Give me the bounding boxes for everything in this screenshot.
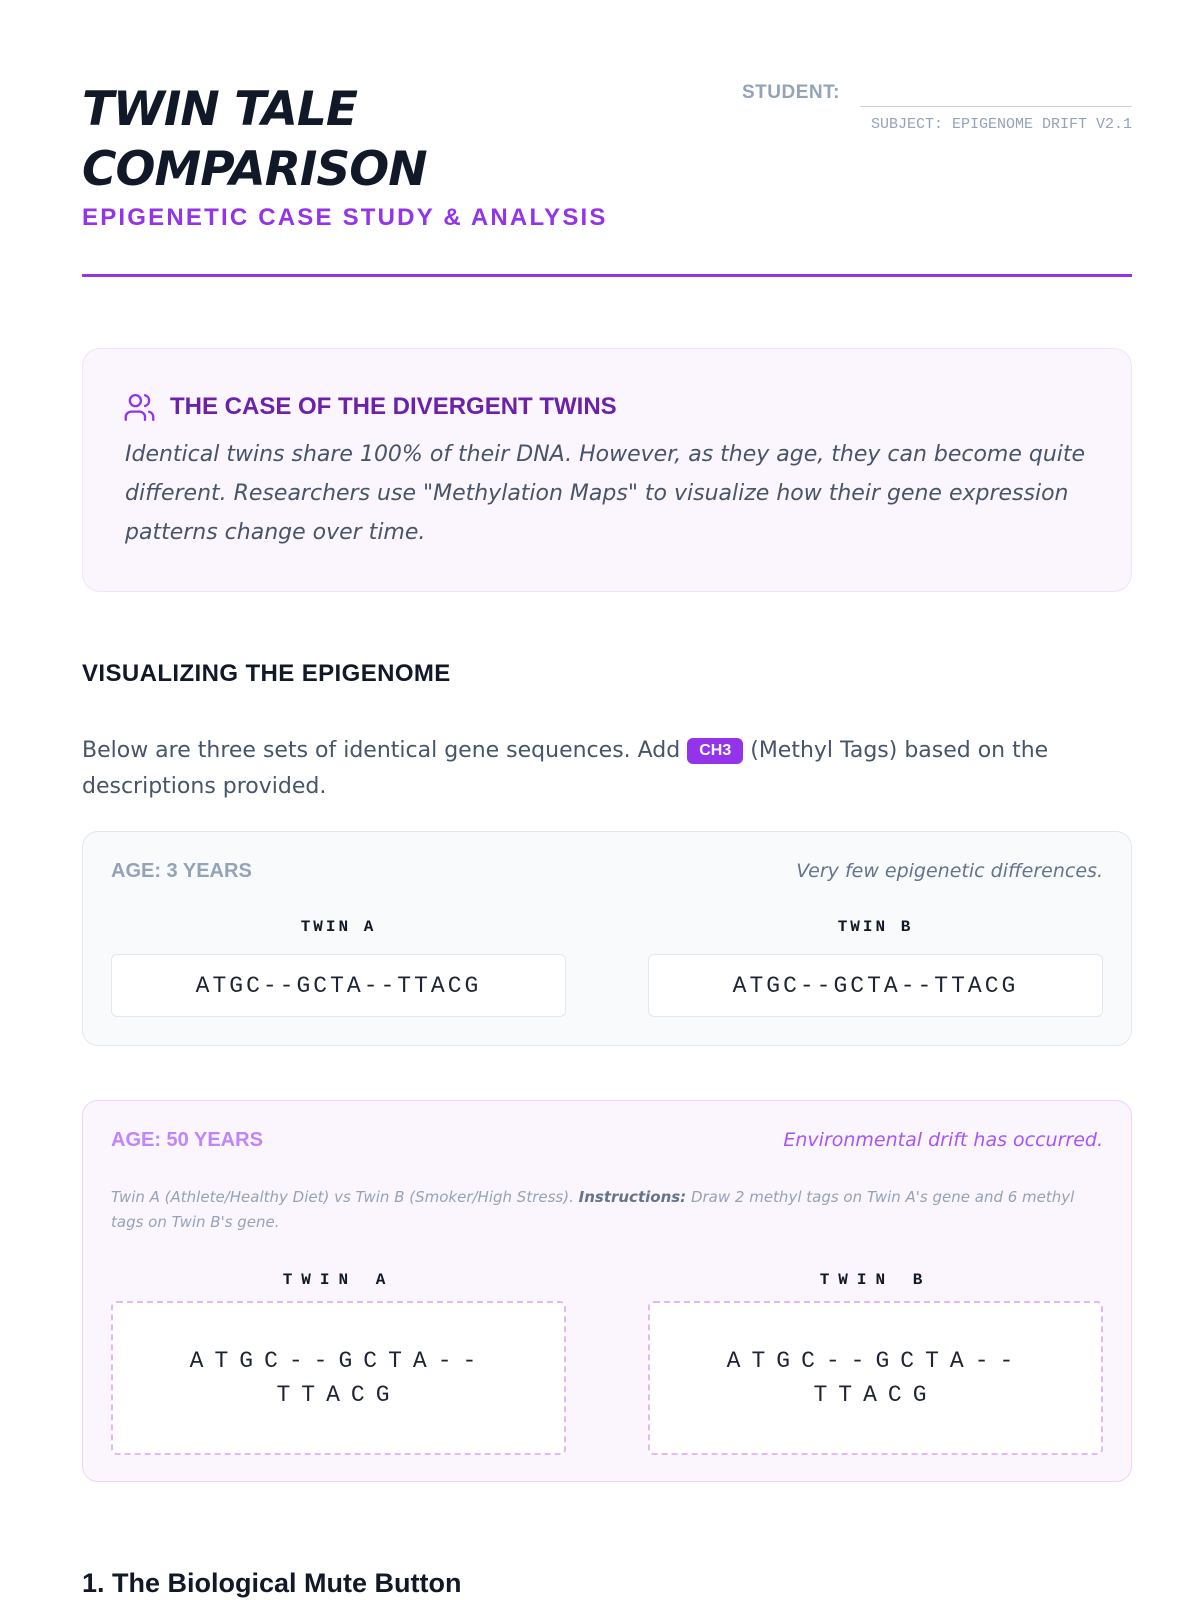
student-block — [742, 82, 1132, 142]
page-header — [82, 0, 1132, 280]
instructions-context: Twin A (Athlete/Healthy Diet) vs Twin B (Smoker/High Stress). — [111, 1188, 579, 1206]
age-note: Very few epigenetic differences. — [796, 860, 1103, 882]
page-title — [82, 80, 682, 200]
instructions-after: (Methyl Tags) based on the descriptions provided. — [82, 738, 1049, 799]
instructions-label: Instructions: — [578, 1188, 687, 1206]
twin-a-drawing-area[interactable] — [111, 1301, 566, 1455]
twin-b-label: TWIN B — [837, 918, 914, 936]
twin-b-sequence: ATGC--GCTA--TTACG — [726, 1348, 1025, 1408]
case-description: Identical twins share 100% of their DNA. However, as they age, they can become quite different. Researchers use "Methylation Maps" to visualize how their gene expression patterns change over time. — [125, 442, 1086, 545]
section-instructions — [82, 733, 1132, 805]
panel-instructions — [111, 1185, 1091, 1235]
twin-a-sequence-box — [111, 954, 566, 1017]
twin-a-label: TWIN A — [282, 1271, 395, 1289]
users-icon — [123, 391, 156, 424]
age-label: AGE: 3 YEARS — [111, 860, 252, 882]
twin-b-sequence: ATGC--GCTA--TTACG — [732, 972, 1019, 999]
instructions-text: Draw 2 methyl tags on Twin A's gene and 6 methyl tags on Twin B's gene. — [111, 1188, 1075, 1231]
twin-a-label: TWIN A — [300, 918, 377, 936]
twin-a-sequence: ATGC--GCTA--TTACG — [195, 972, 482, 999]
twin-b-label: TWIN B — [819, 1271, 932, 1289]
twin-b-drawing-area[interactable] — [648, 1301, 1103, 1455]
age-50-panel — [82, 1100, 1132, 1482]
case-heading — [123, 391, 617, 423]
subject-code: SUBJECT: EPIGENOME DRIFT V2.1 — [870, 116, 1132, 133]
age-3-panel — [82, 831, 1132, 1046]
case-title: THE CASE OF THE DIVERGENT TWINS — [170, 393, 617, 420]
twin-a-sequence: ATGC--GCTA--TTACG — [189, 1348, 488, 1408]
title-line-2: COMPARISON — [82, 142, 427, 197]
ch3-badge: CH3 — [687, 738, 743, 764]
twin-b-sequence-box — [648, 954, 1103, 1017]
student-label: STUDENT: — [742, 82, 840, 103]
worksheet-page — [82, 0, 1132, 1598]
header-divider — [82, 274, 1132, 277]
age-note: Environmental drift has occurred. — [783, 1129, 1103, 1151]
case-intro-box — [82, 348, 1132, 592]
instructions-before: Below are three sets of identical gene sequences. Add — [82, 738, 688, 763]
age-label: AGE: 50 YEARS — [111, 1129, 263, 1151]
student-name-line[interactable] — [860, 106, 1132, 107]
page-subtitle: EPIGENETIC CASE STUDY & ANALYSIS — [82, 204, 608, 231]
section-title: VISUALIZING THE EPIGENOME — [82, 660, 451, 687]
title-line-1: TWIN TALE — [82, 82, 357, 137]
question-heading: 1. The Biological Mute Button — [82, 1568, 462, 1598]
